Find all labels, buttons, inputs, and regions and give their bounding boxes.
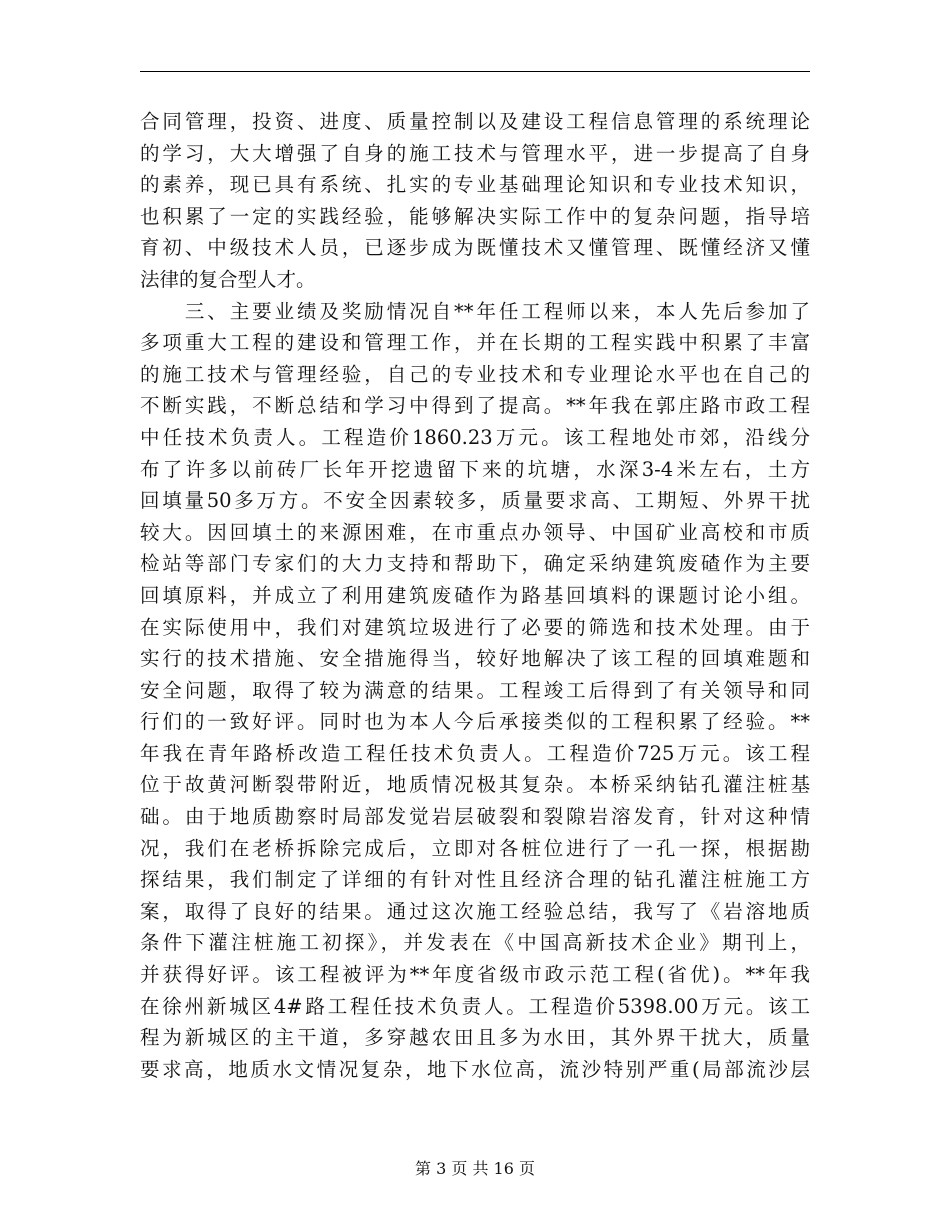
text-line: 探结果，我们制定了详细的有针对性且经济合理的钻孔灌注桩施工方: [140, 868, 810, 892]
text-line: 条件下灌注桩施工初探》，并发表在《中国高新技术企业》期刊上，: [140, 931, 810, 955]
text-line: 的施工技术与管理经验，自己的专业技术和专业理论水平也在自己的: [140, 362, 810, 386]
text-line: 案，取得了良好的结果。通过这次施工经验总结，我写了《岩溶地质: [140, 899, 810, 923]
text-line: 在徐州新城区4#路工程任技术负责人。工程造价5398.00万元。该工: [140, 994, 810, 1018]
text-line: 在实际使用中，我们对建筑垃圾进行了必要的筛选和技术处理。由于: [140, 615, 810, 639]
text-line: 较大。因回填土的来源困难，在市重点办领导、中国矿业高校和市质: [140, 520, 810, 544]
text-line: 的学习，大大增强了自身的施工技术与管理水平，进一步提高了自身: [140, 141, 810, 165]
text-line: 不断实践，不断总结和学习中得到了提高。**年我在郭庄路市政工程: [140, 394, 810, 418]
header-rule: [140, 71, 810, 72]
text-line: 检站等部门专家们的大力支持和帮助下，确定采纳建筑废碴作为主要: [140, 552, 810, 576]
text-line: 安全问题，取得了较为满意的结果。工程竣工后得到了有关领导和同: [140, 678, 810, 702]
text-line: 并获得好评。该工程被评为**年度省级市政示范工程(省优)。**年我: [140, 963, 810, 987]
text-line: 要求高，地质水文情况复杂，地下水位高，流沙特别严重(局部流沙层: [140, 1057, 810, 1081]
text-line: 位于故黄河断裂带附近，地质情况极其复杂。本桥采纳钻孔灌注桩基: [140, 773, 810, 797]
text-line: 回填原料，并成立了利用建筑废碴作为路基回填料的课题讨论小组。: [140, 583, 810, 607]
text-line: 的素养，现已具有系统、扎实的专业基础理论知识和专业技术知识，: [140, 173, 810, 197]
text-line: 程为新城区的主干道，多穿越农田且多为水田，其外界干扰大，质量: [140, 1026, 810, 1050]
text-line: 合同管理，投资、进度、质量控制以及建设工程信息管理的系统理论: [140, 110, 810, 133]
body-text: [140, 106, 810, 1085]
text-line: 也积累了一定的实践经验，能够解决实际工作中的复杂问题，指导培: [140, 204, 810, 228]
text-line: 三、主要业绩及奖励情况自**年任工程师以来，本人先后参加了: [140, 299, 810, 323]
text-line: 年我在青年路桥改造工程任技术负责人。工程造价725万元。该工程: [140, 741, 810, 765]
text-line: 行们的一致好评。同时也为本人今后承接类似的工程积累了经验。**: [140, 710, 810, 734]
text-line: 实行的技术措施、安全措施得当，较好地解决了该工程的回填难题和: [140, 647, 810, 671]
text-line: 回填量50多万方。不安全因素较多，质量要求高、工期短、外界干扰: [140, 489, 810, 513]
text-line: 布了许多以前砖厂长年开挖遗留下来的坑塘，水深3-4米左右，土方: [140, 457, 810, 481]
text-line: 法律的复合型人才。: [140, 267, 316, 291]
text-line: 础。由于地质勘察时局部发觉岩层破裂和裂隙岩溶发育，针对这种情: [140, 805, 810, 829]
text-line: 多项重大工程的建设和管理工作，并在长期的工程实践中积累了丰富: [140, 331, 810, 355]
text-line: 况，我们在老桥拆除完成后，立即对各桩位进行了一孔一探，根据勘: [140, 836, 810, 860]
text-line: 育初、中级技术人员，已逐步成为既懂技术又懂管理、既懂经济又懂: [140, 236, 810, 260]
page-number-footer: 第 3 页 共 16 页: [415, 1159, 535, 1178]
text-line: 中任技术负责人。工程造价1860.23万元。该工程地处市郊，沿线分: [140, 425, 810, 449]
